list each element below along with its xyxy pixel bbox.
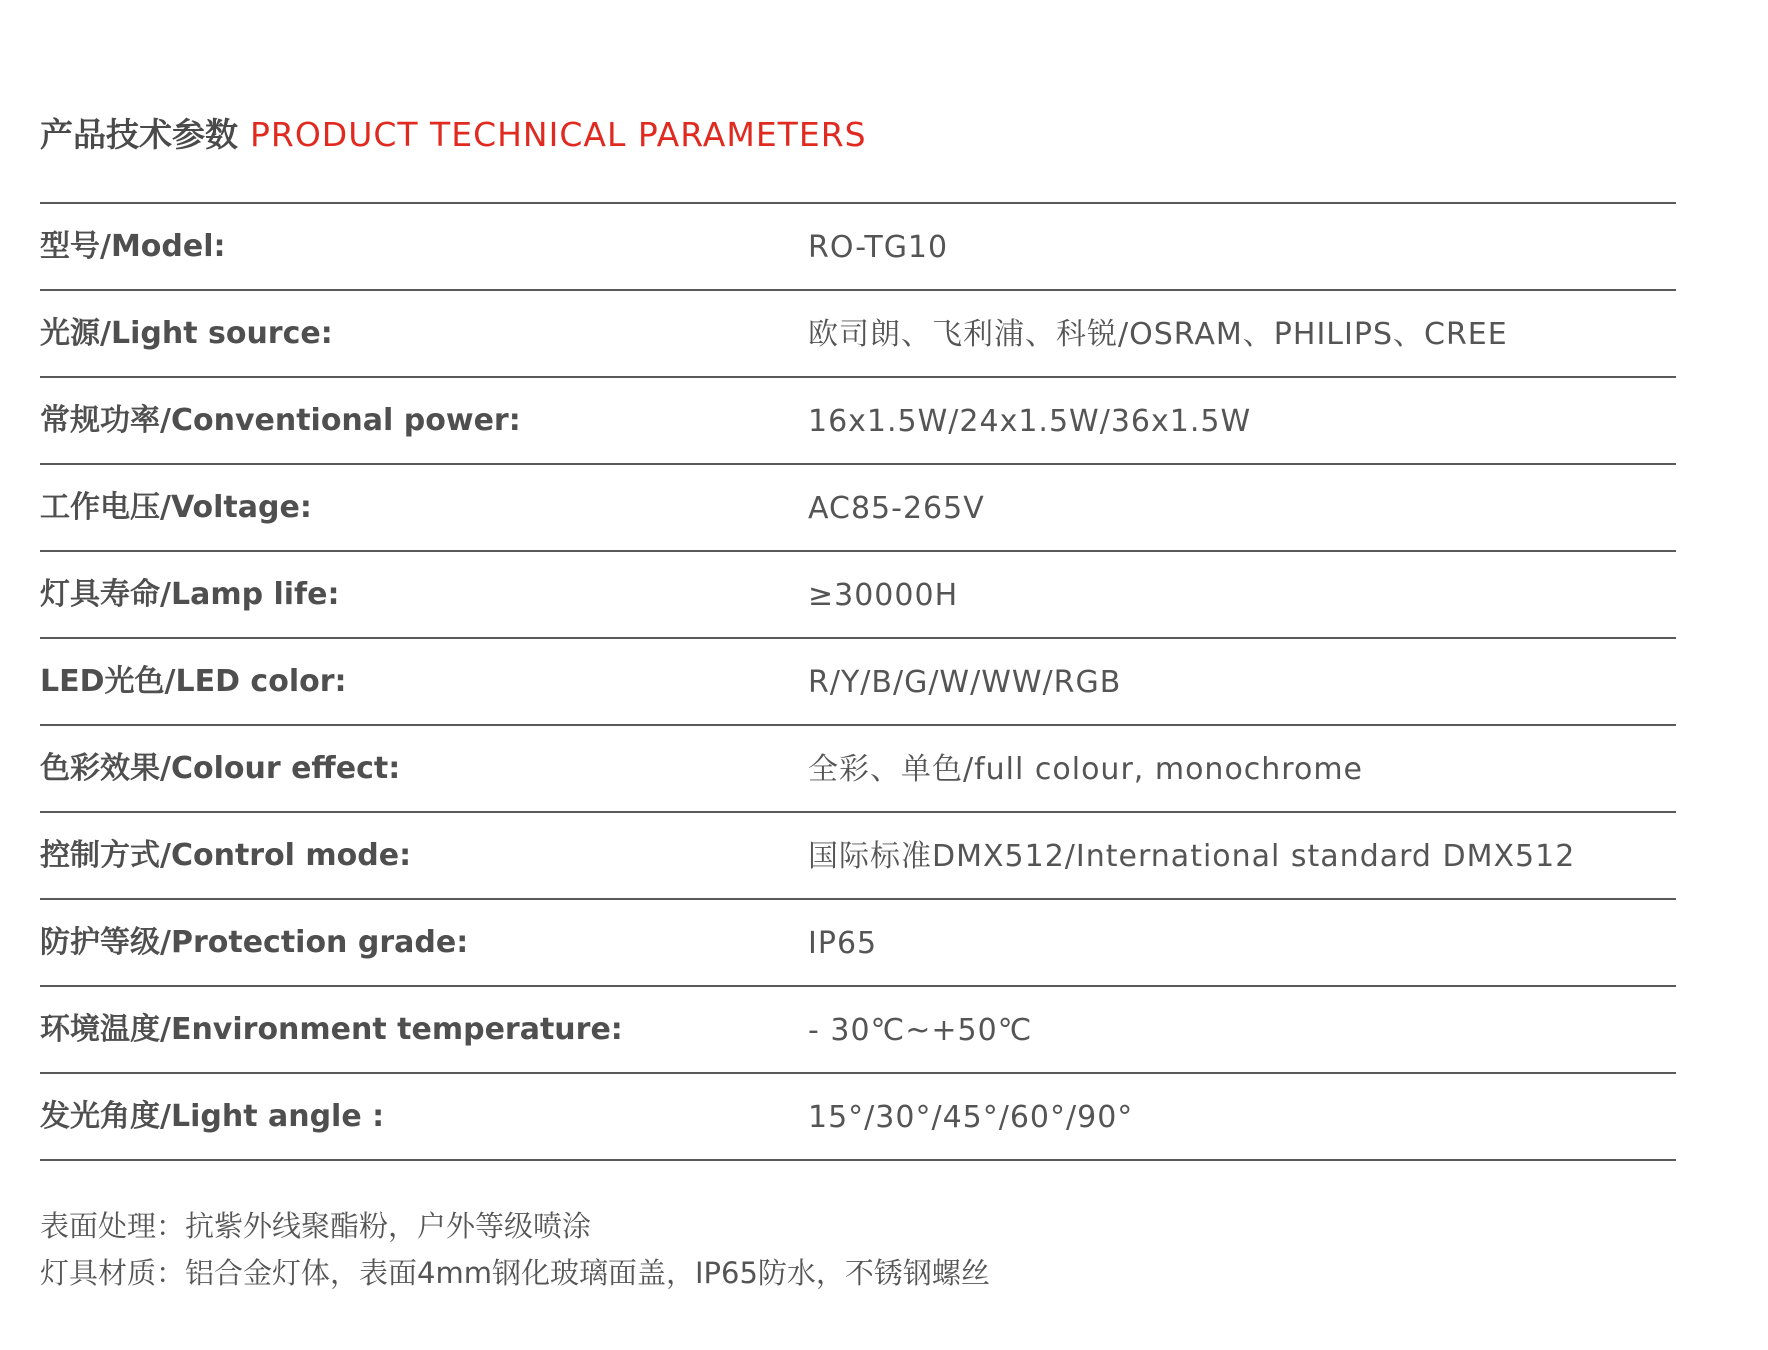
spec-label: 光源/Light source: (40, 316, 333, 351)
spec-row-model (40, 204, 1676, 291)
page-title (40, 112, 867, 158)
spec-row-lamp-life (40, 552, 1676, 639)
spec-row-conventional-power (40, 378, 1676, 465)
spec-row-light-angle (40, 1074, 1676, 1161)
spec-row-control-mode (40, 813, 1676, 900)
spec-label: 色彩效果/Colour effect: (40, 751, 401, 786)
spec-label: 型号/Model: (40, 229, 226, 264)
spec-row-colour-effect (40, 726, 1676, 813)
spec-label: 环境温度/Environment temperature: (40, 1012, 623, 1047)
spec-value: 国际标准DMX512/International standard DMX512 (808, 839, 1576, 874)
title-english: PRODUCT TECHNICAL PARAMETERS (250, 115, 867, 154)
spec-label: 防护等级/Protection grade: (40, 925, 469, 960)
note-surface-treatment: 表面处理：抗紫外线聚酯粉，户外等级喷涂 (40, 1209, 592, 1243)
spec-value: 全彩、单色/full colour, monochrome (808, 752, 1364, 787)
spec-label: 控制方式/Control mode: (40, 838, 412, 873)
spec-label: 灯具寿命/Lamp life: (40, 577, 340, 612)
spec-value: 欧司朗、飞利浦、科锐/OSRAM、PHILIPS、CREE (808, 317, 1508, 352)
spec-row-protection-grade (40, 900, 1676, 987)
spec-value: ≥30000H (808, 578, 959, 613)
spec-value: AC85-265V (808, 491, 985, 526)
spec-value: RO-TG10 (808, 230, 949, 265)
spec-row-environment-temperature (40, 987, 1676, 1074)
spec-value: 15°/30°/45°/60°/90° (808, 1100, 1134, 1135)
spec-label: 常规功率/Conventional power: (40, 403, 521, 438)
spec-row-voltage (40, 465, 1676, 552)
note-material: 灯具材质：铝合金灯体，表面4mm钢化玻璃面盖，IP65防水，不锈钢螺丝 (40, 1256, 990, 1290)
notes (40, 1203, 1676, 1297)
spec-label: 发光角度/Light angle : (40, 1099, 385, 1134)
title-chinese: 产品技术参数 (40, 115, 238, 154)
spec-table (40, 202, 1676, 1161)
spec-row-led-color (40, 639, 1676, 726)
spec-value: R/Y/B/G/W/WW/RGB (808, 665, 1122, 700)
spec-label: LED光色/LED color: (40, 664, 347, 699)
spec-label: 工作电压/Voltage: (40, 490, 312, 525)
spec-value: - 30℃~+50℃ (808, 1013, 1033, 1048)
spec-row-light-source (40, 291, 1676, 378)
spec-value: IP65 (808, 926, 878, 961)
spec-value: 16x1.5W/24x1.5W/36x1.5W (808, 404, 1252, 439)
